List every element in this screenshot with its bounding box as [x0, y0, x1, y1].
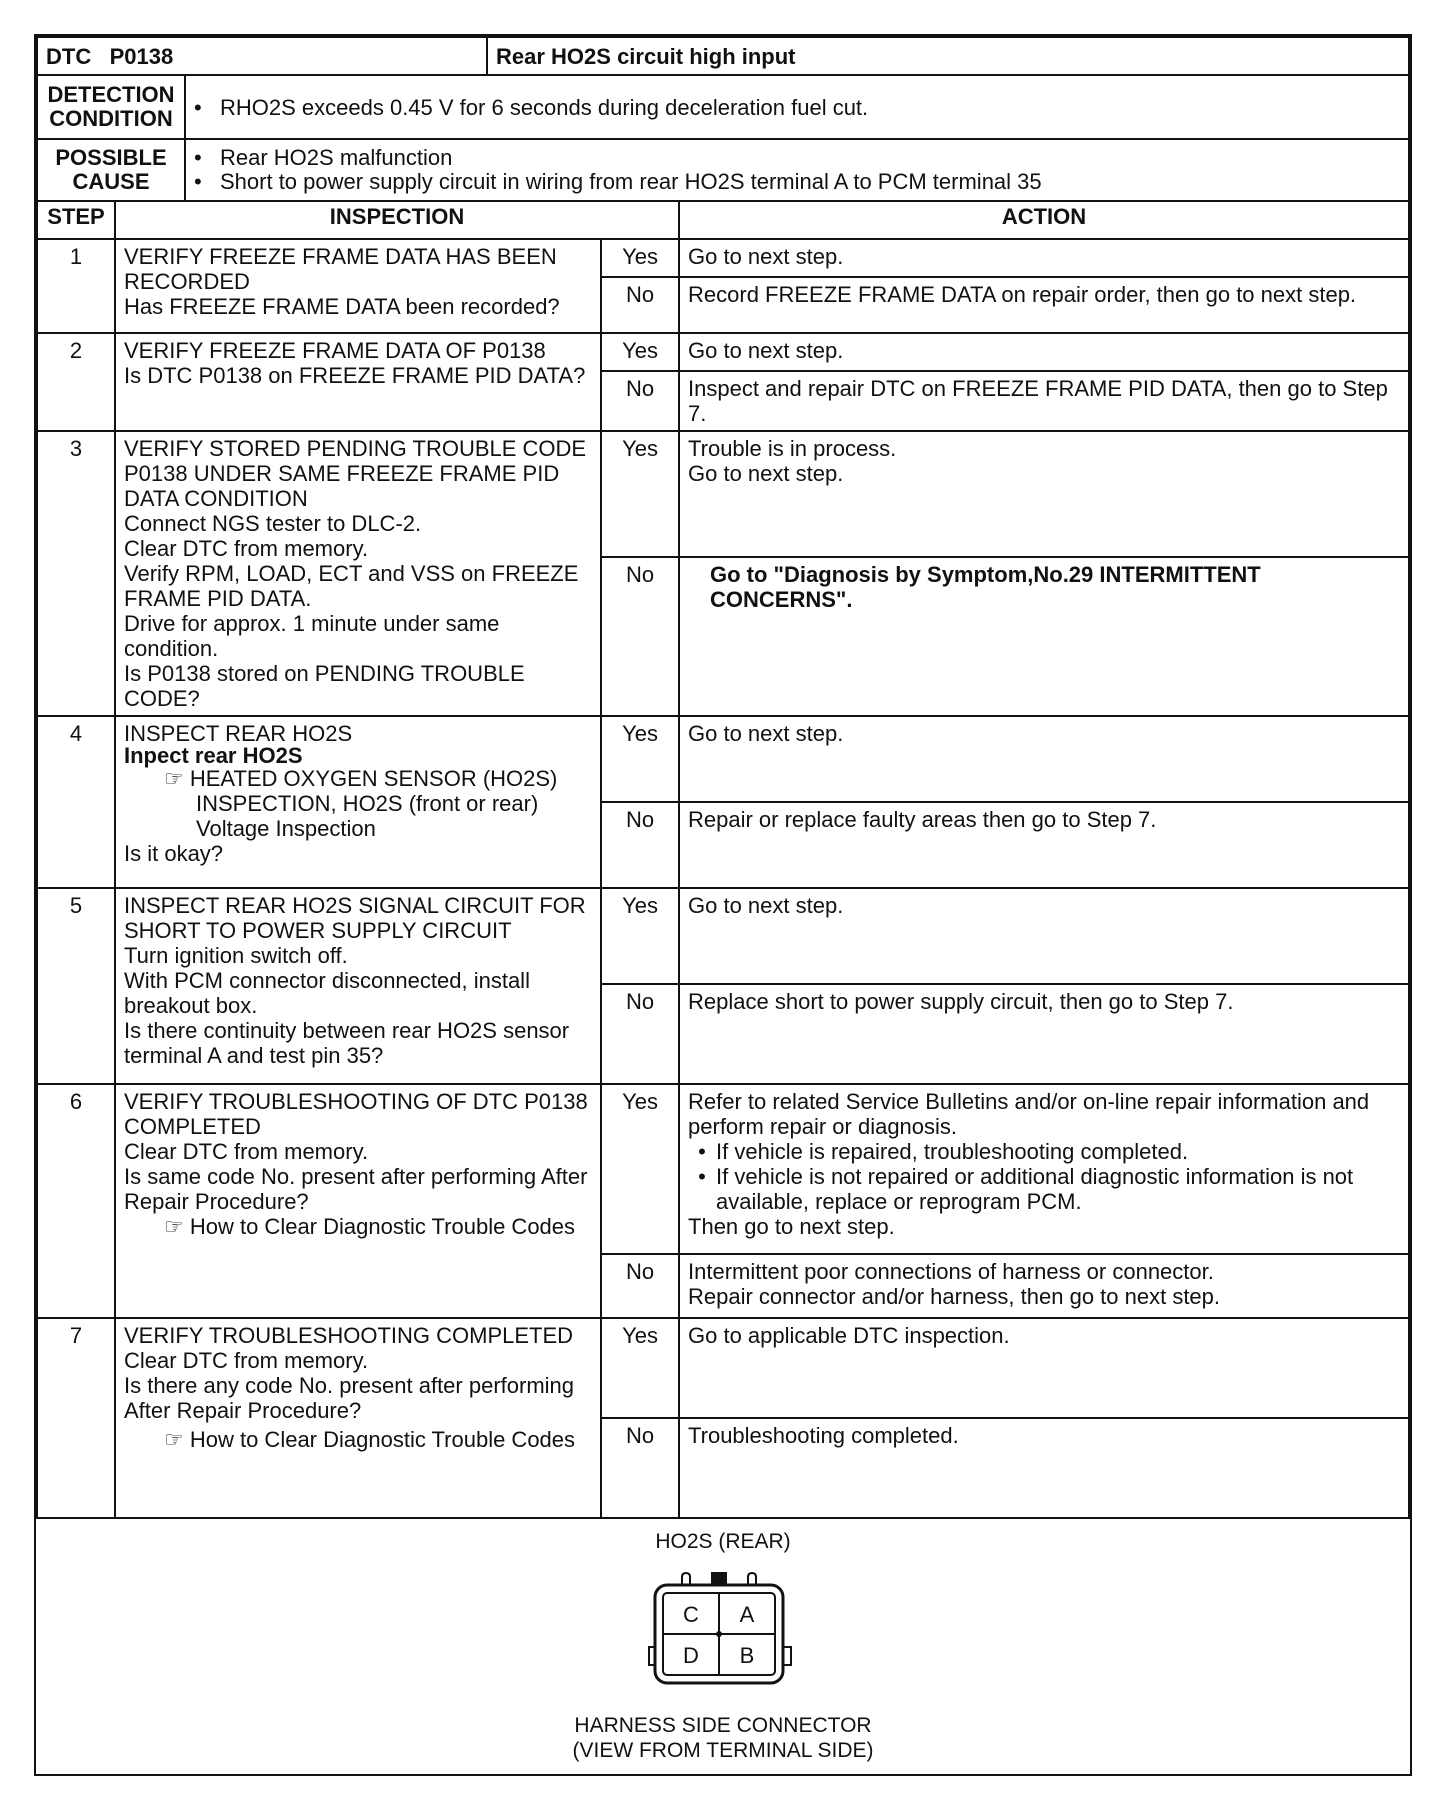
column-header-row — [37, 201, 1409, 239]
yes-label: Yes — [601, 716, 679, 802]
reference-link[interactable]: ☞ How to Clear Diagnostic Trouble Codes — [164, 1214, 576, 1239]
pointing-hand-icon: ☞ — [164, 1214, 190, 1239]
action-column-header: ACTION — [679, 201, 1409, 239]
terminal-a-label: A — [739, 1602, 755, 1627]
yes-action: Go to next step. — [679, 888, 1409, 984]
figure-caption: HARNESS SIDE CONNECTOR (VIEW FROM TERMINAL SIDE) — [572, 1714, 874, 1762]
bullet-icon: • — [194, 94, 202, 120]
no-label: No — [601, 802, 679, 888]
possible-cause-label: POSSIBLE CAUSE — [37, 139, 185, 201]
bullet-icon: • — [194, 169, 202, 194]
yes-action: Go to next step. — [679, 333, 1409, 371]
yes-label: Yes — [601, 431, 679, 557]
step-number: 6 — [37, 1084, 115, 1318]
cause-item: • Rear HO2S malfunction — [194, 145, 453, 170]
no-action: Troubleshooting completed. — [679, 1418, 1409, 1518]
step-inspection: VERIFY FREEZE FRAME DATA HAS BEEN RECORDED Has FREEZE FRAME DATA been recorded? — [115, 239, 601, 333]
bullet-icon: • — [698, 1164, 706, 1189]
detection-item: • RHO2S exceeds 0.45 V for 6 seconds during deceleration fuel cut. — [194, 94, 869, 120]
table-row — [37, 716, 1409, 802]
step-inspection: VERIFY TROUBLESHOOTING COMPLETED Clear DTC from memory. Is there any code No. present after performing After Repair Procedure? ☞ How to Clear Diagnostic Trouble Codes — [115, 1318, 601, 1518]
step-inspection: VERIFY STORED PENDING TROUBLE CODE P0138 UNDER SAME FREEZE FRAME PID DATA CONDITION Connect NGS tester to DLC-2. Clear DTC from memory. Verify RPM, LOAD, ECT and VSS on FREEZE FRAME PID DATA. Drive for approx. 1 minute under same condition. Is P0138 stored on PENDING TROUBLE CODE? — [115, 431, 601, 716]
no-label: No — [601, 1254, 679, 1318]
step-number: 3 — [37, 431, 115, 716]
list-item: • If vehicle is repaired, troubleshooting completed. — [688, 1139, 1400, 1164]
dtc-label: DTC — [46, 43, 92, 69]
table-row — [37, 1318, 1409, 1418]
step-number: 1 — [37, 239, 115, 333]
lock-tab — [682, 1573, 690, 1585]
step-number: 2 — [37, 333, 115, 431]
step-number: 4 — [37, 716, 115, 888]
terminal-d-label: D — [683, 1643, 699, 1668]
yes-action: Go to next step. — [679, 239, 1409, 277]
terminal-b-label: B — [739, 1643, 755, 1668]
detection-row — [37, 75, 1409, 139]
dtc-sheet — [34, 34, 1412, 1776]
dtc-table — [36, 36, 1410, 1519]
no-action: Repair or replace faulty areas then go to Step 7. — [679, 802, 1409, 888]
possible-cause-content — [185, 139, 1409, 201]
lock-tab — [712, 1573, 726, 1585]
table-row — [37, 239, 1409, 277]
yes-action: Trouble is in process. Go to next step. — [679, 431, 1409, 557]
yes-label: Yes — [601, 888, 679, 984]
yes-label: Yes — [601, 239, 679, 277]
no-label: No — [601, 1418, 679, 1518]
dtc-title: Rear HO2S circuit high input — [487, 37, 1409, 75]
terminal-c-label: C — [683, 1602, 699, 1627]
step-number: 5 — [37, 888, 115, 1084]
table-row — [37, 888, 1409, 984]
bullet-icon: • — [194, 145, 202, 170]
no-label: No — [601, 557, 679, 716]
yes-label: Yes — [601, 1084, 679, 1254]
reference-link[interactable]: ☞ HEATED OXYGEN SENSOR (HO2S) — [164, 766, 558, 791]
no-label: No — [601, 371, 679, 431]
yes-label: Yes — [601, 333, 679, 371]
dtc-code: P0138 — [109, 43, 174, 69]
table-row — [37, 333, 1409, 371]
pointing-hand-icon: ☞ — [164, 766, 190, 791]
no-action: Record FREEZE FRAME DATA on repair order, then go to next step. — [679, 277, 1409, 333]
step-inspection: INSPECT REAR HO2S SIGNAL CIRCUIT FOR SHORT TO POWER SUPPLY CIRCUIT Turn ignition switch off. With PCM connector disconnected, install breakout box. Is there continuity between rear HO2S sensor terminal A and test pin 35? — [115, 888, 601, 1084]
no-label: No — [601, 277, 679, 333]
yes-label: Yes — [601, 1318, 679, 1418]
table-row — [37, 1084, 1409, 1254]
figure-title: HO2S (REAR) — [655, 1530, 791, 1553]
no-label: No — [601, 984, 679, 1084]
yes-action: Refer to related Service Bulletins and/or on-line repair information and perform repair or diagnosis. • If vehicle is repaired, troubleshooting completed. • If vehicle is not repaired or additional diagnostic information is not available, replace or reprogram PCM. Then go to next step. — [679, 1084, 1409, 1254]
connector-figure — [36, 1505, 1410, 1773]
yes-action: Go to next step. — [679, 716, 1409, 802]
yes-action: Go to applicable DTC inspection. — [679, 1318, 1409, 1418]
no-action: Intermittent poor connections of harness or connector. Repair connector and/or harness, then go to next step. — [679, 1254, 1409, 1318]
inspection-column-header: INSPECTION — [115, 201, 679, 239]
list-item: • If vehicle is not repaired or additional diagnostic information is not available, replace or reprogram PCM. — [688, 1164, 1400, 1214]
lock-tab — [748, 1573, 756, 1585]
connector-diagram — [645, 1567, 803, 1689]
center-dot — [716, 1631, 722, 1637]
no-action: Go to "Diagnosis by Symptom,No.29 INTERMITTENT CONCERNS". — [679, 557, 1409, 716]
bullet-icon: • — [698, 1139, 706, 1164]
step-number: 7 — [37, 1318, 115, 1518]
pointing-hand-icon: ☞ — [164, 1427, 190, 1452]
no-action: Inspect and repair DTC on FREEZE FRAME PID DATA, then go to Step 7. — [679, 371, 1409, 431]
dtc-code-cell — [37, 37, 487, 75]
reference-link[interactable]: ☞ How to Clear Diagnostic Trouble Codes — [164, 1427, 576, 1452]
step-inspection: VERIFY TROUBLESHOOTING OF DTC P0138 COMPLETED Clear DTC from memory. Is same code No. present after performing After Repair Procedure? ☞ How to Clear Diagnostic Trouble Codes — [115, 1084, 601, 1318]
cause-item: • Short to power supply circuit in wiring from rear HO2S terminal A to PCM terminal 35 — [194, 169, 1042, 194]
detection-content — [185, 75, 1409, 139]
table-row — [37, 431, 1409, 557]
step-column-header: STEP — [37, 201, 115, 239]
possible-cause-row — [37, 139, 1409, 201]
step-inspection: INSPECT REAR HO2S Inpect rear HO2S ☞ HEATED OXYGEN SENSOR (HO2S) INSPECTION, HO2S (front or rear) Voltage Inspection Is it okay? — [115, 716, 601, 888]
step-inspection: VERIFY FREEZE FRAME DATA OF P0138 Is DTC P0138 on FREEZE FRAME PID DATA? — [115, 333, 601, 431]
no-action: Replace short to power supply circuit, then go to Step 7. — [679, 984, 1409, 1084]
detection-label: DETECTION CONDITION — [37, 75, 185, 139]
header-row — [37, 37, 1409, 75]
